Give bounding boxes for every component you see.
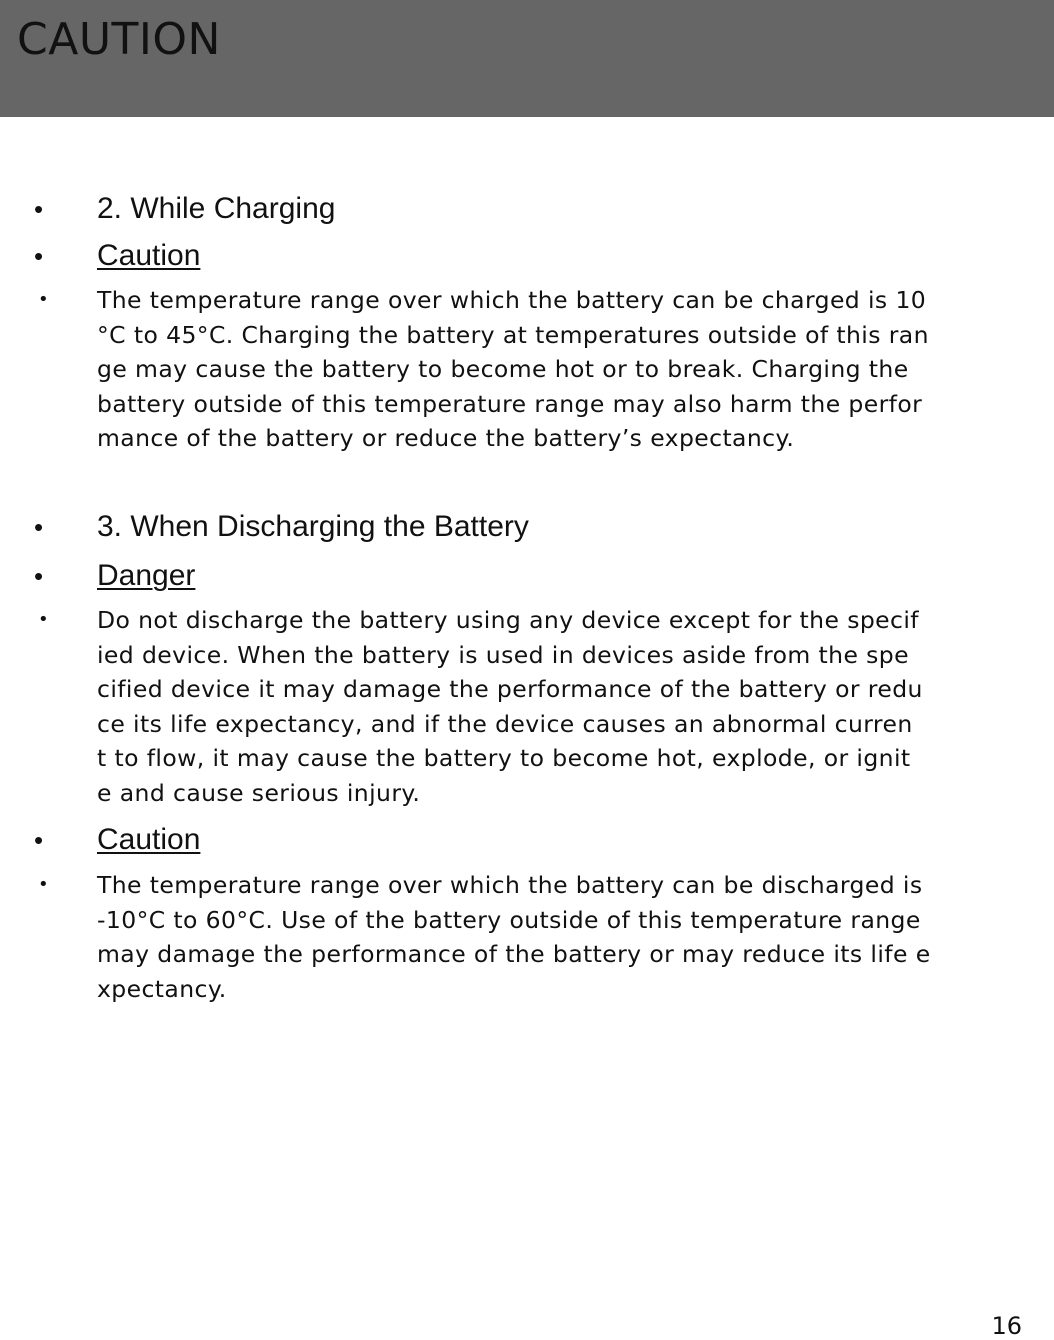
- bullet: •: [34, 825, 44, 855]
- paragraph-line: t to flow, it may cause the battery to become hot, explode, or ignit: [97, 744, 911, 772]
- section-heading-text: 2. While Charging: [97, 192, 336, 225]
- paragraph-lines: [97, 603, 1027, 810]
- page-number: 16: [991, 1312, 1022, 1340]
- bullet: •: [34, 194, 44, 224]
- section-heading-text: 3. When Discharging the Battery: [97, 510, 529, 543]
- bullet: •: [34, 561, 44, 591]
- paragraph-line: cified device it may damage the performance of the battery or redu: [97, 675, 923, 703]
- paragraph-lines: [97, 283, 1027, 456]
- danger-label: Danger: [97, 559, 196, 592]
- bullet: •: [38, 609, 49, 630]
- bullet: •: [38, 289, 49, 310]
- paragraph-line: may damage the performance of the battery or may reduce its life e: [97, 940, 931, 968]
- paragraph-line: battery outside of this temperature range may also harm the perfor: [97, 389, 923, 418]
- paragraph-lines: [97, 868, 1027, 1006]
- page-title: CAUTION: [17, 14, 221, 65]
- paragraph-line: mance of the battery or reduce the battery’s expectancy.: [97, 424, 795, 452]
- paragraph-line: xpectancy.: [97, 974, 227, 1003]
- bullet: •: [34, 241, 44, 271]
- page-header-bar: [0, 0, 1054, 117]
- bullet: •: [34, 512, 44, 542]
- paragraph-line: °C to 45°C. Charging the battery at temperatures outside of this ran: [97, 320, 929, 349]
- paragraph-line: -10°C to 60°C. Use of the battery outside of this temperature range: [97, 905, 921, 934]
- paragraph-line: ce its life expectancy, and if the device causes an abnormal curren: [97, 709, 913, 738]
- paragraph-line: The temperature range over which the battery can be charged is 10: [97, 286, 927, 314]
- caution-label: Caution: [97, 823, 201, 856]
- bullet: •: [38, 874, 49, 895]
- paragraph-line: Do not discharge the battery using any device except for the specif: [97, 606, 919, 634]
- paragraph-line: The temperature range over which the battery can be discharged is: [97, 871, 923, 899]
- caution-label: Caution: [97, 239, 201, 272]
- paragraph-line: ge may cause the battery to become hot or to break. Charging the: [97, 355, 909, 383]
- paragraph-line: ied device. When the battery is used in devices aside from the spe: [97, 640, 909, 669]
- paragraph-line: e and cause serious injury.: [97, 778, 421, 807]
